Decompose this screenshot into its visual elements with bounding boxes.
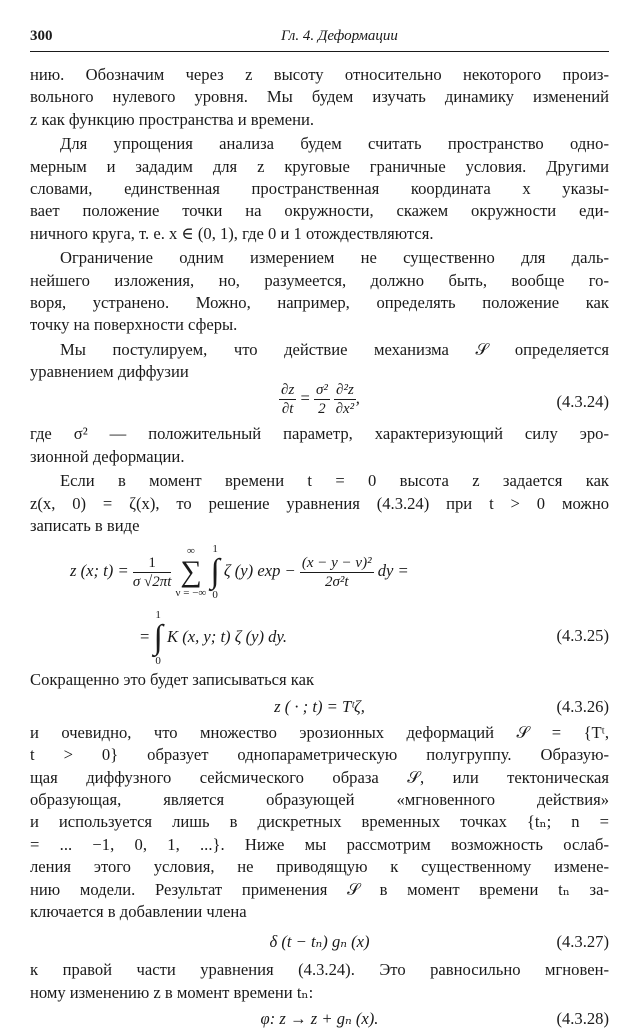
- text-line: уравнением диффузии: [30, 362, 189, 382]
- eq-body: φ: z → z + gₙ (x).: [260, 1009, 379, 1029]
- text-line: Для упрощения анализа будем считать пространство одно-: [60, 134, 609, 154]
- sum-operator: ∞ ∑ ν = −∞: [175, 545, 207, 600]
- text-line: образующая, является образующей «мгновенного действия»: [30, 789, 609, 809]
- text-line: ничного круга, т. е. x ∈ (0, 1), где 0 и 1 отождествляются.: [30, 223, 434, 243]
- eq-lead: =: [140, 627, 150, 647]
- eq-body: δ (t − tₙ) gₙ (x): [269, 932, 370, 952]
- equation-number: (4.3.26): [556, 696, 609, 716]
- running-head: Гл. 4. Деформации: [281, 28, 398, 44]
- text-line: t > 0} образует однопараметрическую полугруппу. Образую-: [30, 745, 609, 765]
- page-header: [30, 28, 609, 50]
- eq-tail: dy =: [377, 561, 409, 581]
- text-line: вольного нулевого уровня. Мы будем изучать динамику изменений: [30, 87, 609, 107]
- header-rule: [30, 51, 609, 52]
- fraction: $\frac{\partial z}{\partial t}$: [281, 382, 295, 418]
- fraction: $\frac{\text{σ²}}{2}$: [315, 382, 328, 418]
- paragraph-8: [30, 722, 609, 924]
- paragraph-5: [30, 423, 609, 468]
- equation-number: (4.3.28): [556, 1009, 609, 1029]
- text-line: мерным и зададим для z круговые граничные условия. Другими: [30, 156, 609, 176]
- paragraph-6: [30, 470, 609, 537]
- equation-4-3-28: [30, 1004, 609, 1034]
- equation-number: (4.3.25): [556, 626, 609, 646]
- text-line: ления этого условия, не приводящую к существенному измене-: [30, 857, 609, 877]
- equation-number: (4.3.24): [556, 392, 609, 412]
- page-number: 300: [30, 28, 53, 44]
- page-body: [30, 64, 609, 1034]
- equation-4-3-26: [30, 692, 609, 722]
- eq-body: z ( · ; t) = Tᵗζ,: [274, 696, 365, 716]
- equation-4-3-27: [30, 923, 609, 959]
- text-line: Мы постулируем, что действие механизма 𝒮 определяется: [60, 339, 609, 359]
- text-line: = ... −1, 0, 1, ...}. Ниже мы рассмотрим возможность ослаб-: [30, 834, 609, 854]
- fraction: $\frac{\text{∂²z}}{\text{∂x²}}$: [335, 382, 355, 418]
- text-line: и очевидно, что множество эрозионных деформаций 𝒮 = {Tᵗ,: [30, 722, 609, 742]
- text-line: ключается в добавлении члена: [30, 901, 247, 921]
- equation-4-3-25: [30, 537, 609, 669]
- paragraph-3: [30, 247, 609, 337]
- paragraph-1: [30, 64, 609, 131]
- integral-operator: 1 ∫ 0: [153, 609, 163, 668]
- text-line: нейшего изложения, но, разумеется, должно быть, вообще го-: [30, 270, 609, 290]
- text-line: z(x, 0) = ζ(x), то решение уравнения (4.3.24) при t > 0 можно: [30, 493, 609, 513]
- text-line: точку на поверхности сферы.: [30, 315, 238, 335]
- text-line: воря, устранено. Можно, например, определять положение как: [30, 292, 609, 312]
- text-line: Если в момент времени t = 0 высота z задается как: [60, 471, 609, 491]
- text-line: к правой части уравнения (4.3.24). Это равносильно мгновен-: [30, 960, 609, 980]
- text-line: нию модели. Результат применения 𝒮 в момент времени tₙ за-: [30, 879, 609, 899]
- integral-operator: 1 ∫ 0: [210, 543, 220, 602]
- equation-4-3-24: $\frac{\partial z}{\partial t}$ = $\frac{\text{σ²}}{2}$ $\frac{\text{∂²z}}{\text{∂x²}}$ , (4.3.24): [281, 382, 609, 418]
- text-line: словами, единственная пространственная координата x указы-: [30, 178, 609, 198]
- equation-number: (4.3.27): [556, 932, 609, 952]
- text-line: щая диффузного сейсмического образа 𝒮, или тектоническая: [30, 767, 609, 787]
- text-line: записать в виде: [30, 516, 140, 536]
- eq-lhs: z (x; t) =: [70, 561, 129, 581]
- fraction: $\frac{\text{(x − y − ν)²}}{\text{2σ²t}}$: [301, 554, 372, 590]
- paragraph-2: [30, 133, 609, 245]
- text-line: зионной деформации.: [30, 446, 185, 466]
- fraction: $\frac{1}{\sigma √2\pi t}$: [132, 554, 172, 590]
- paragraph-7: Сокращенно это будет записываться как: [30, 670, 315, 690]
- paragraph-9: [30, 959, 609, 1004]
- text-line: и используется лишь в дискретных временных точках {tₙ; n =: [30, 812, 609, 832]
- text-line: z как функцию пространства и времени.: [30, 109, 315, 129]
- paragraph-4: [30, 339, 609, 384]
- text-line: Ограничение одним измерением не существенно для даль-: [60, 248, 609, 268]
- integrand: ζ (y) exp −: [223, 561, 296, 581]
- text-line: где σ² — положительный параметр, характеризующий силу эро-: [30, 424, 609, 444]
- text-line: нию. Обозначим через z высоту относительно некоторого произ-: [30, 65, 609, 84]
- text-line: вает положение точки на окружности, скажем окружности еди-: [30, 201, 609, 221]
- eq-body: K (x, y; t) ζ (y) dy.: [167, 627, 288, 647]
- text-line: ному изменению z в момент времени tₙ:: [30, 982, 314, 1002]
